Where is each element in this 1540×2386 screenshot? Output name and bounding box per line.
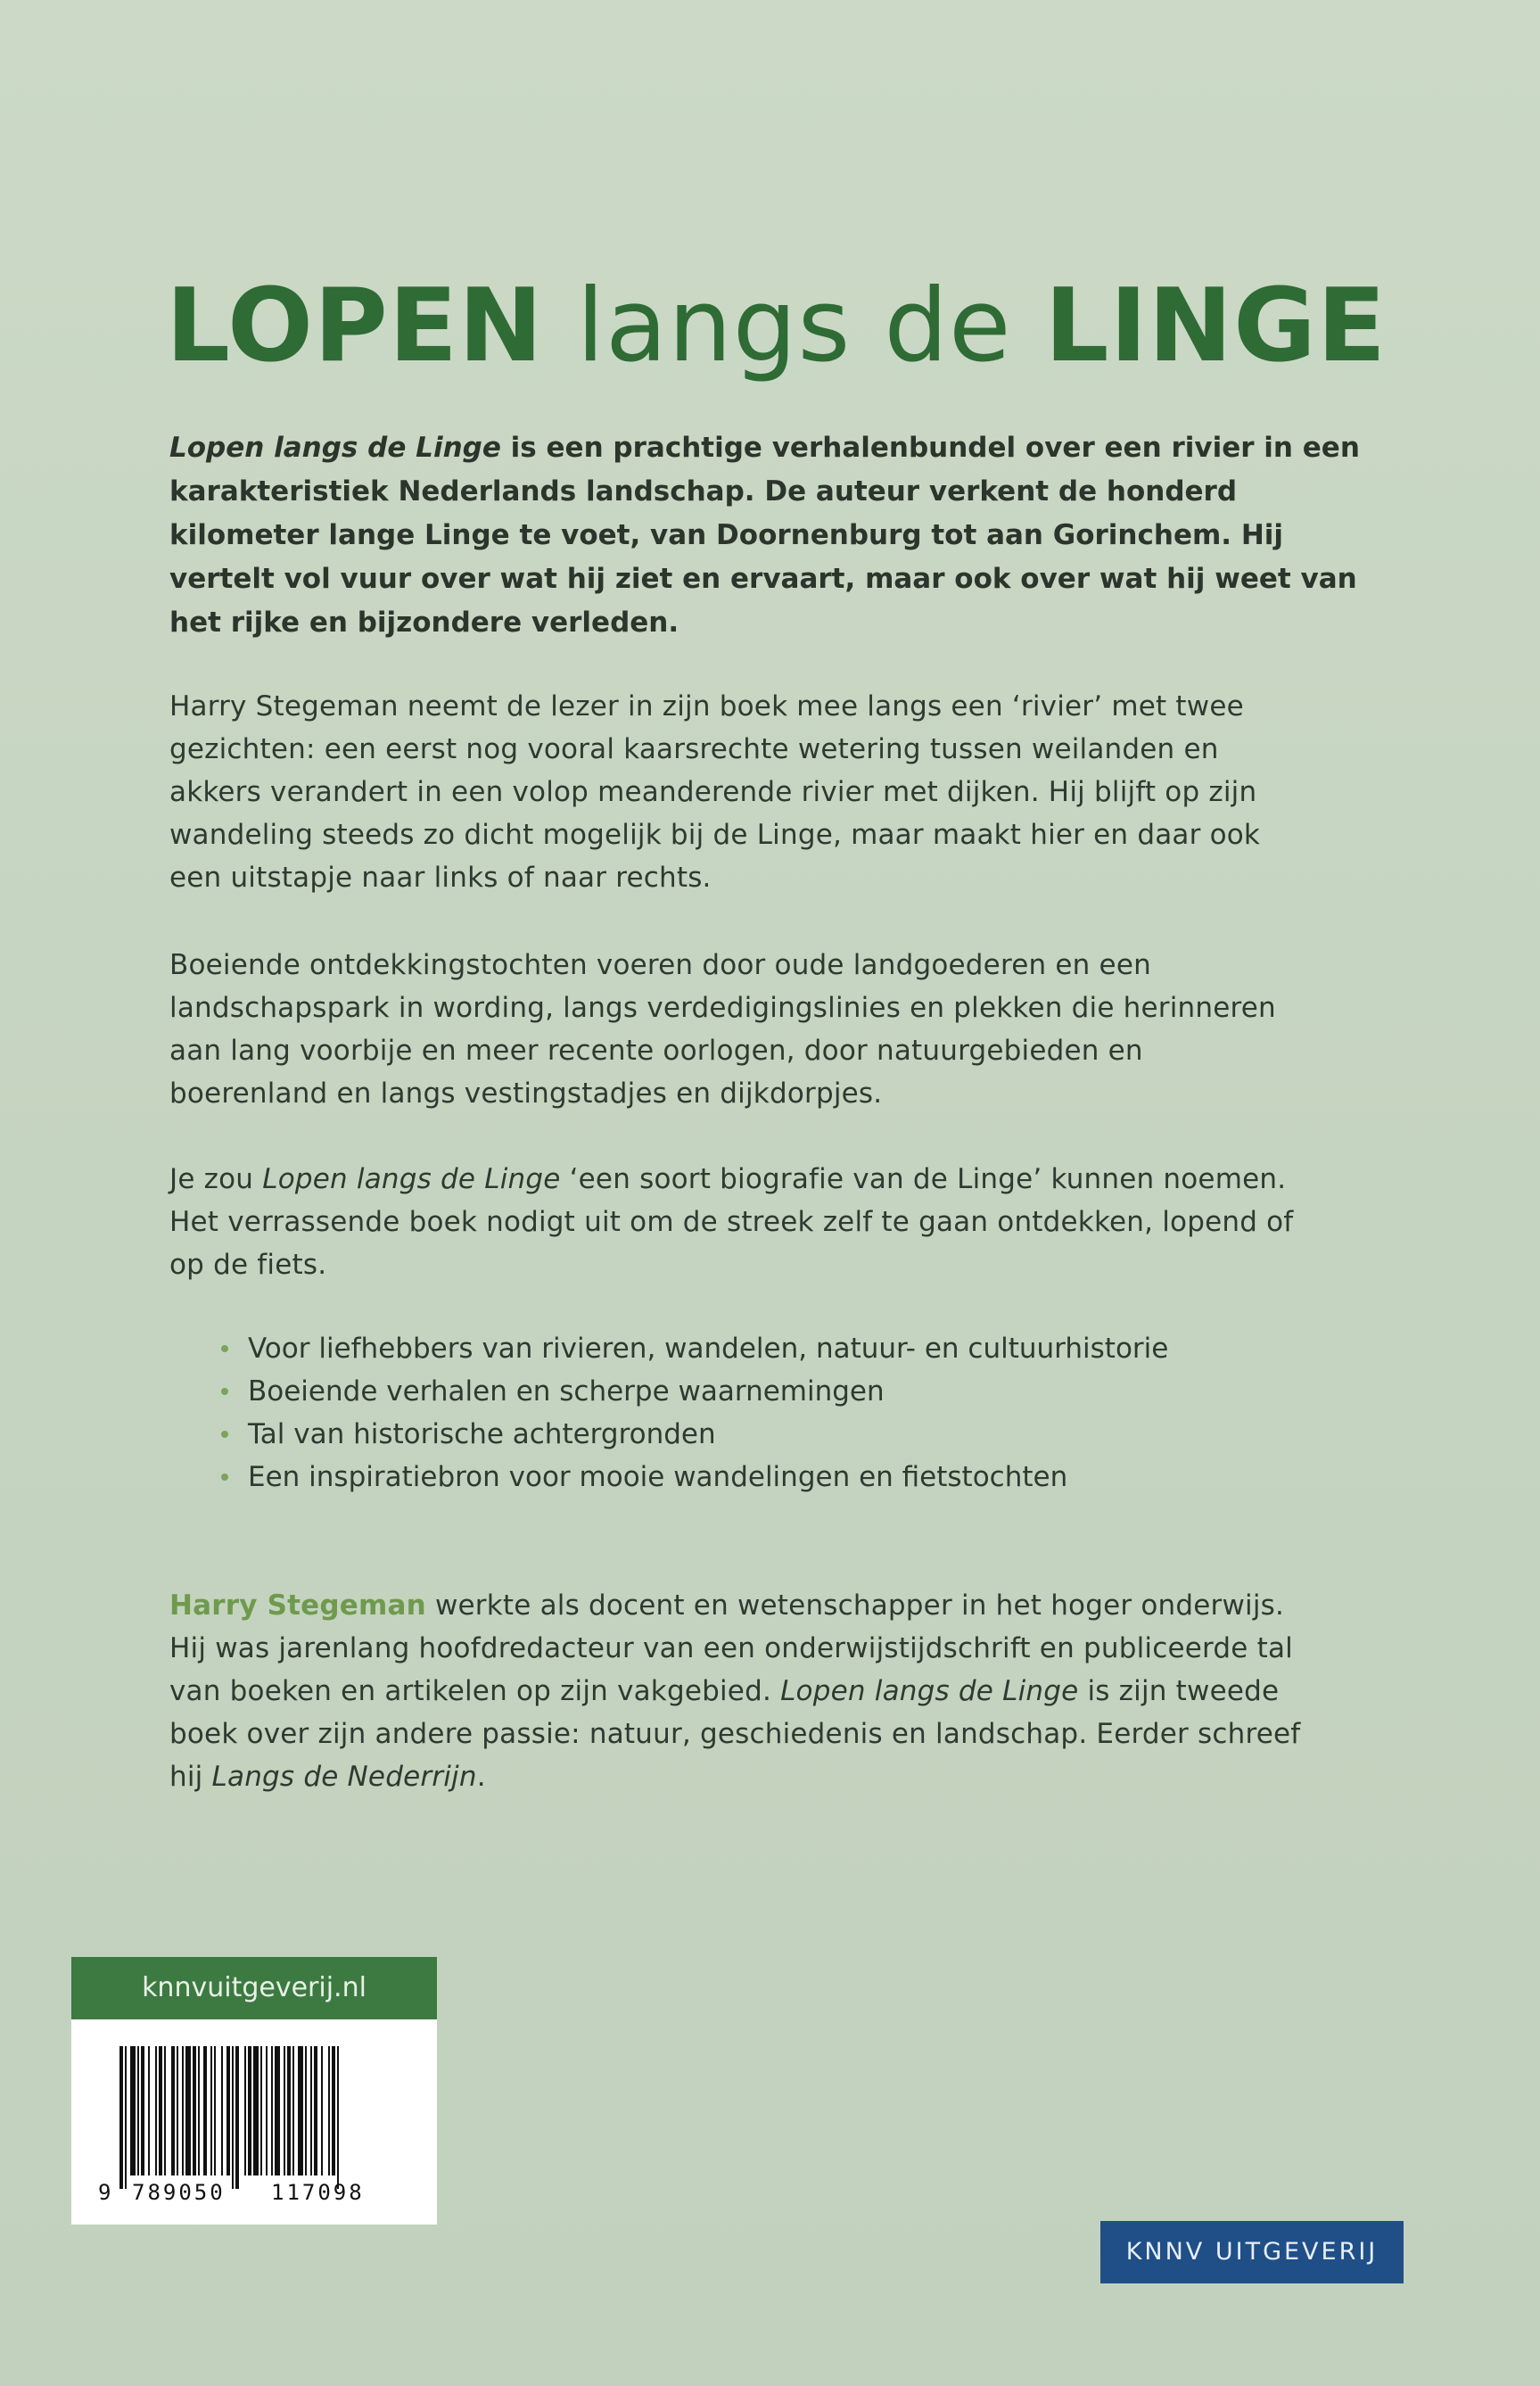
barcode-bar [287,2046,291,2175]
paragraph-1-line: gezichten: een eerst nog vooral kaarsrechte wetering tussen weilanden en [169,733,1219,765]
paragraph-2-line: landschapspark in wording, langs verdedigingslinies en plekken die herinneren [169,992,1276,1024]
barcode-bar [275,2046,280,2175]
barcode-bar [214,2046,216,2175]
barcode-bar [253,2046,259,2175]
bullet-icon [221,1388,228,1395]
author-bio [169,1584,1400,1798]
barcode-bar [164,2046,166,2175]
list-item [221,1413,1168,1456]
author-bio-text: van boeken en artikelen op zijn vakgebied. [169,1675,781,1707]
bullet-icon [221,1431,228,1438]
barcode-icon [96,2046,417,2207]
barcode-bar [130,2046,136,2175]
barcode-area [71,2019,437,2225]
list-item-text: Een inspiratiebron voor mooie wandelingen en fietstochten [248,1461,1068,1493]
barcode-bar [332,2046,335,2175]
publisher-label: KNNV UITGEVERIJ [1100,2221,1404,2283]
barcode-bar [148,2046,150,2175]
paragraph-1 [169,685,1400,899]
author-bio-book-title: Lopen langs de Linge [780,1675,1079,1707]
barcode-bar [177,2046,178,2175]
barcode-bar [232,2046,234,2189]
paragraph-2-line: aan lang voorbije en meer recente oorlogen, door natuurgebieden en [169,1035,1143,1067]
paragraph-3-post: ‘een soort biografie van de Linge’ kunnen noemen. [560,1163,1287,1195]
barcode-bar [321,2046,323,2175]
barcode-bar [137,2046,139,2175]
barcode-bar [271,2046,273,2175]
title-linge: LINGE [1044,267,1388,384]
author-bio-text: werkte als docent en wetenschapper in het hoger onderwijs. [425,1589,1285,1622]
paragraph-2 [169,944,1400,1115]
barcode-bar [221,2046,223,2175]
title-lopen: LOPEN [166,267,544,384]
barcode-bar [337,2046,339,2189]
author-bio-line: Hij was jarenlang hoofdredacteur van een onderwijstijdschrift en publiceerde tal [169,1632,1293,1664]
paragraph-2-line: boerenland en langs vestingstadjes en dijkdorpjes. [169,1077,883,1110]
list-item [221,1327,1168,1370]
barcode-bar [305,2046,307,2175]
book-title [166,268,1387,384]
author-bio-line [169,1670,1400,1713]
barcode-bar [141,2046,144,2175]
author-bio-line: boek over zijn andere passie: natuur, geschiedenis en landschap. Eerder schreef [169,1718,1301,1750]
barcode-bar [284,2046,285,2175]
barcode-bar [125,2046,127,2189]
barcode-bar [248,2046,251,2175]
barcode-bar [210,2046,212,2175]
list-item-text: Boeiende verhalen en scherpe waarnemingen [248,1375,885,1408]
barcode-bar [159,2046,162,2175]
lead-paragraph [169,426,1373,645]
barcode-bar [182,2046,184,2175]
list-item [221,1370,1168,1413]
barcode-bar [314,2046,317,2175]
barcode-bar [244,2046,246,2175]
barcode-bar [171,2046,175,2175]
list-item-text: Tal van historische achtergronden [248,1418,716,1450]
list-item-text: Voor liefhebbers van rivieren, wandelen, natuur- en cultuurhistorie [248,1333,1169,1365]
list-item [221,1456,1168,1498]
barcode-bar [203,2046,207,2175]
author-bio-line [169,1755,1400,1798]
isbn-digit-first: 9 [98,2180,111,2205]
paragraph-3-pre: Je zou [169,1163,263,1195]
author-bio-line [169,1584,1400,1627]
barcode-bar [328,2046,330,2175]
author-bio-text: is zijn tweede [1078,1675,1280,1707]
barcode-bar [260,2046,262,2175]
paragraph-2-line: Boeiende ontdekkingstochten voeren door oude landgoederen en een [169,949,1151,981]
barcode-bar [155,2046,157,2175]
barcode-bar [298,2046,303,2175]
lead-text: is een prachtige verhalenbundel over een rivier in een karakteristiek Nederlands landschap. De auteur verkent de honderd kilometer lange Linge te voet, van Doornenburg tot aan Gorinchem. Hij vertelt vol vuur over wat hij ziet en ervaart, maar ook over wat hij weet van het rijke en bijzondere verleden. [169,432,1360,639]
paragraph-1-line: wandeling steeds zo dicht mogelijk bij de Linge, maar maakt hier en daar ook [169,819,1261,851]
author-name: Harry Stegeman [169,1589,426,1622]
paragraph-3-line [169,1158,1400,1201]
isbn-digits-left: 789050 [132,2180,226,2205]
paragraph-1-line: akkers verandert in een volop meanderende rivier met dijken. Hij blijft op zijn [169,776,1257,808]
isbn-digits-right: 117098 [271,2180,365,2205]
website-label: knnvuitgeverij.nl [71,1957,437,2019]
feature-list [221,1327,1168,1498]
author-bio-text: hij [169,1761,212,1793]
lead-book-title: Lopen langs de Linge [169,432,501,464]
author-bio-text: . [476,1761,486,1793]
title-langs-de: langs de [576,267,1012,384]
bullet-icon [221,1474,228,1481]
barcode-bar [198,2046,200,2175]
paragraph-3 [169,1158,1400,1286]
paragraph-3-line: Het verrassende boek nodigt uit om de streek zelf te gaan ontdekken, lopend of [169,1206,1294,1238]
barcode-bar [235,2046,239,2189]
bullet-icon [221,1345,228,1352]
barcode-bar [292,2046,294,2175]
barcode-bar [119,2046,123,2189]
barcode-bar [266,2046,268,2175]
barcode-bar [310,2046,312,2175]
paragraph-3-book-title: Lopen langs de Linge [262,1163,561,1195]
paragraph-1-line: een uitstapje naar links of naar rechts. [169,862,712,894]
barcode-bar [226,2046,230,2175]
barcode-bar [193,2046,196,2175]
paragraph-1-line: Harry Stegeman neemt de lezer in zijn boek mee langs een ‘rivier’ met twee [169,690,1244,722]
barcode-bar [185,2046,191,2175]
author-bio-book-title: Langs de Nederrijn [211,1761,477,1793]
paragraph-3-line: op de fiets. [169,1249,327,1281]
